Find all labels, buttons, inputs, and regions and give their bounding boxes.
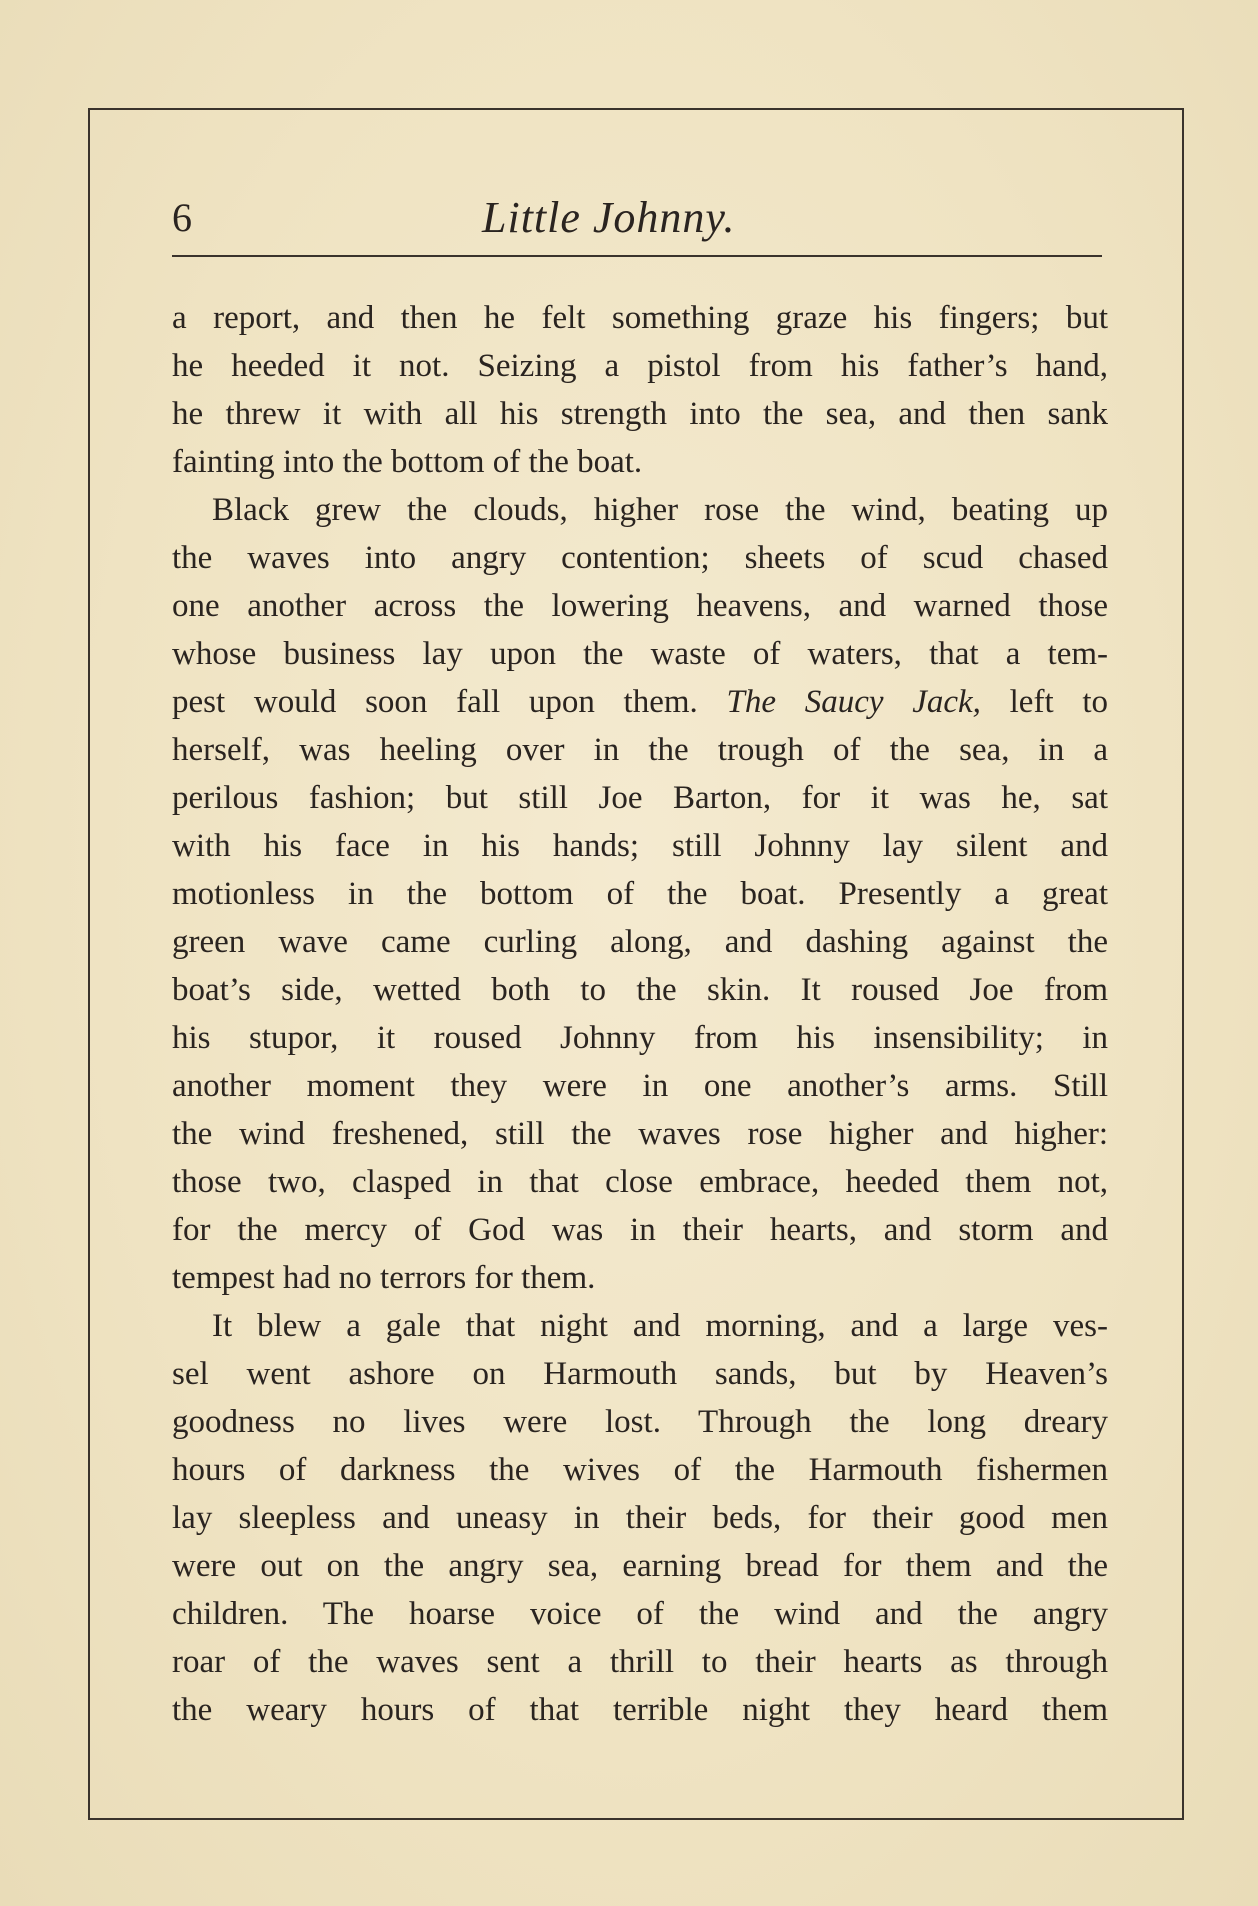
header-rule	[172, 255, 1102, 257]
text-line: lay sleepless and uneasy in their beds, for their good men	[172, 1500, 1108, 1536]
text-line: boat’s side, wetted both to the skin. It roused Joe from	[172, 972, 1108, 1008]
text-line: whose business lay upon the waste of waters, that a tem-	[172, 636, 1108, 672]
text-line: one another across the lowering heavens, and warned those	[172, 588, 1108, 624]
text-line: goodness no lives were lost. Through the long dreary	[172, 1404, 1108, 1440]
text-line: herself, was heeling over in the trough of the sea, in a	[172, 732, 1108, 768]
text-line-with-ship-name	[172, 678, 1108, 726]
text-segment: left to	[1009, 684, 1108, 720]
text-line: his stupor, it roused Johnny from his insensibility; in	[172, 1020, 1108, 1056]
text-line: the wind freshened, still the waves rose higher and higher:	[172, 1116, 1108, 1152]
text-line: perilous fashion; but still Joe Barton, for it was he, sat	[172, 780, 1108, 816]
text-line: roar of the waves sent a thrill to their hearts as through	[172, 1644, 1108, 1680]
text-line: Black grew the clouds, higher rose the wind, beating up	[212, 492, 1108, 528]
text-line: with his face in his hands; still Johnny lay silent and	[172, 828, 1108, 864]
text-line: a report, and then he felt something graze his fingers; but	[172, 300, 1108, 336]
body-text	[172, 294, 1108, 1734]
text-line: motionless in the bottom of the boat. Presently a great	[172, 876, 1108, 912]
text-line: hours of darkness the wives of the Harmouth fishermen	[172, 1452, 1108, 1488]
text-line: the waves into angry contention; sheets of scud chased	[172, 540, 1108, 576]
text-line: It blew a gale that night and morning, and a large ves-	[212, 1308, 1108, 1344]
running-title: Little Johnny.	[482, 193, 736, 242]
text-line: he threw it with all his strength into the sea, and then sank	[172, 396, 1108, 432]
page-header	[172, 190, 1102, 250]
text-segment: pest would soon fall upon them.	[172, 684, 698, 720]
text-line: fainting into the bottom of the boat.	[172, 444, 643, 480]
text-line: those two, clasped in that close embrace, heeded them not,	[172, 1164, 1108, 1200]
text-line: sel went ashore on Harmouth sands, but by Heaven’s	[172, 1356, 1108, 1392]
text-line: another moment they were in one another’s arms. Still	[172, 1068, 1108, 1104]
text-line: for the mercy of God was in their hearts, and storm and	[172, 1212, 1108, 1248]
ship-name: The Saucy Jack,	[726, 684, 981, 720]
page-number: 6	[172, 195, 192, 240]
text-line: green wave came curling along, and dashing against the	[172, 924, 1108, 960]
text-line: were out on the angry sea, earning bread for them and the	[172, 1548, 1108, 1584]
text-line: children. The hoarse voice of the wind and the angry	[172, 1596, 1108, 1632]
text-line: he heeded it not. Seizing a pistol from his father’s hand,	[172, 348, 1108, 384]
text-line: tempest had no terrors for them.	[172, 1260, 596, 1296]
text-line: the weary hours of that terrible night they heard them	[172, 1692, 1108, 1728]
